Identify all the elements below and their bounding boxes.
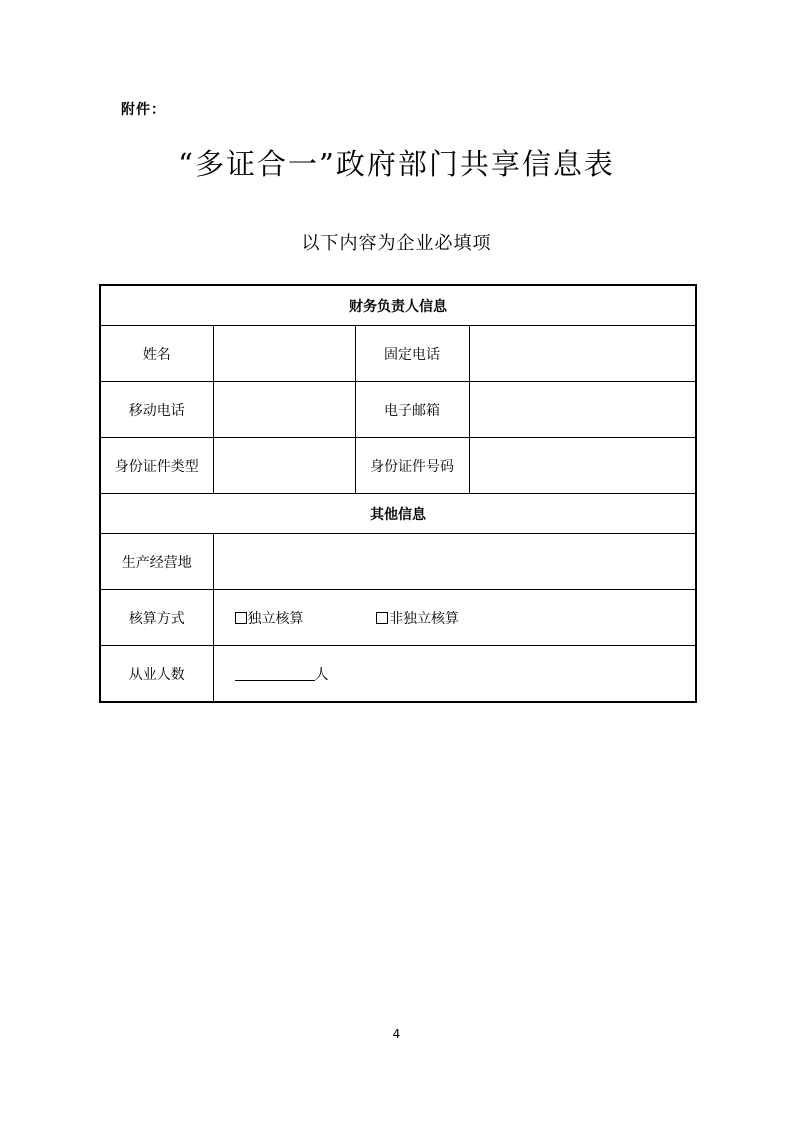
id-number-field[interactable]	[469, 438, 696, 494]
non-independent-accounting-option[interactable]	[376, 608, 459, 628]
landline-field[interactable]	[469, 326, 696, 382]
checkbox-icon[interactable]	[235, 612, 247, 624]
employees-cell	[213, 646, 696, 703]
email-field[interactable]	[469, 382, 696, 438]
other-section-header: 其他信息	[100, 494, 696, 534]
table-row	[100, 590, 696, 646]
mobile-label: 移动电话	[100, 382, 213, 438]
accounting-options	[213, 590, 696, 646]
landline-label: 固定电话	[355, 326, 469, 382]
name-field[interactable]	[213, 326, 355, 382]
employees-count-field[interactable]	[235, 666, 315, 681]
employees-unit: 人	[314, 666, 329, 683]
mobile-field[interactable]	[213, 382, 355, 438]
accounting-label: 核算方式	[100, 590, 213, 646]
non-independent-accounting-label: 非独立核算	[388, 610, 459, 627]
table-row	[100, 326, 696, 382]
checkbox-icon[interactable]	[376, 612, 388, 624]
employees-label: 从业人数	[100, 646, 213, 703]
document-title: “多证合一”政府部门共享信息表	[178, 147, 615, 181]
independent-accounting-option[interactable]	[235, 608, 304, 628]
attachment-label: 附件：	[121, 102, 166, 118]
table-row	[100, 534, 696, 590]
email-label: 电子邮箱	[355, 382, 469, 438]
table-row	[100, 646, 696, 703]
address-label: 生产经营地	[100, 534, 213, 590]
id-type-field[interactable]	[213, 438, 355, 494]
name-label: 姓名	[100, 326, 213, 382]
independent-accounting-label: 独立核算	[247, 610, 304, 627]
document-subtitle: 以下内容为企业必填项	[301, 233, 492, 254]
address-field[interactable]	[213, 534, 696, 590]
page-number: 4	[392, 1027, 401, 1041]
shared-info-table	[99, 284, 697, 703]
table-row	[100, 438, 696, 494]
table-row	[100, 382, 696, 438]
finance-section-header-row	[100, 285, 696, 326]
finance-section-header: 财务负责人信息	[100, 285, 696, 326]
id-number-label: 身份证件号码	[355, 438, 469, 494]
other-section-header-row	[100, 494, 696, 534]
id-type-label: 身份证件类型	[100, 438, 213, 494]
